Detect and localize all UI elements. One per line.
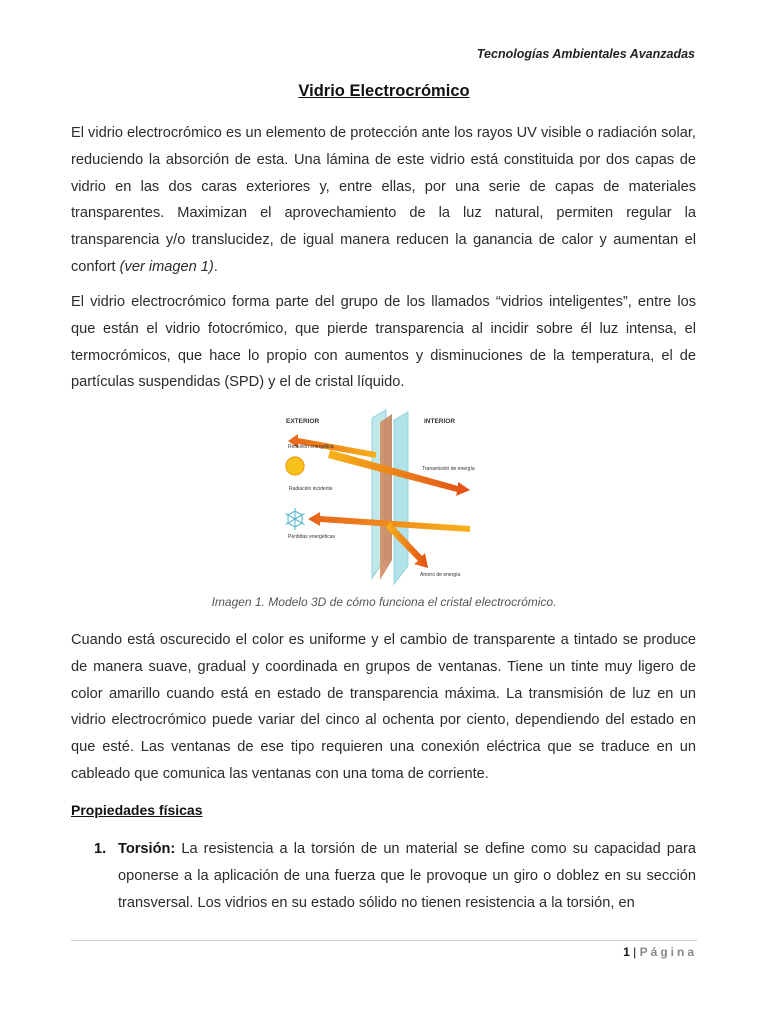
label-transmision: Tranamisión de energía: [422, 466, 475, 472]
list-item-text: La resistencia a la torsión de un material se define como su capacidad para oponerse a la aplicación de una fuerza que le provoque un giro o doblez en su sección transversal. Los vidrios en su estado sólido no tienen resistencia a la torsión, en: [118, 841, 696, 911]
inner-glass-pane: [394, 412, 408, 584]
tinted-layer: [380, 414, 392, 580]
paragraph-1: [71, 120, 696, 281]
list-item-number: 1.: [94, 841, 107, 857]
page-word: Página: [639, 945, 697, 959]
page-number: 1: [623, 945, 630, 959]
label-interior: INTERIOR: [424, 418, 456, 425]
list-item: [118, 836, 696, 917]
paragraph-3: Cuando está oscurecido el color es uniforme y el cambio de transparente a tintado se produce de manera suave, gradual y coordinada en grupos de ventanas. Tiene un tinte muy ligero de color amarillo cuando está en estado de transparencia máxima. La transmisión de luz en un vidrio electrocrómico puede variar del cinco al ochenta por ciento, dependiendo del estado en que esté. Las ventanas de ese tipo requieren una conexión eléctrica que se traduce en un cableado que comunica las ventanas con una toma de corriente.: [71, 632, 696, 782]
paragraph-1-end: .: [213, 258, 218, 275]
footer-divider: [71, 940, 697, 941]
page-title: Vidrio Electrocrómico: [298, 82, 470, 100]
figure-caption: Imagen 1. Modelo 3D de cómo funciona el cristal electrocrómico.: [211, 595, 557, 609]
label-ahorro: Ahorro de energía: [420, 572, 461, 578]
label-exterior: EXTERIOR: [286, 418, 320, 425]
sun-icon: [286, 457, 304, 475]
electrochromic-glass-figure: [280, 408, 490, 586]
running-header: Tecnologías Ambientales Avanzadas: [476, 47, 695, 61]
figure-reference: (ver imagen 1): [119, 258, 214, 275]
page-footer: [623, 945, 697, 959]
list-item-term: Torsión:: [118, 841, 176, 857]
label-radiacion: Radiación incidente: [289, 486, 333, 492]
footer-separator: |: [629, 945, 640, 959]
snowflake-icon: [286, 508, 305, 530]
label-reflexion: Reflexión energética: [288, 444, 334, 450]
label-perdidas: Pérdidas energéticas: [288, 534, 335, 540]
paragraph-1-text: El vidrio electrocrómico es un elemento de protección ante los rayos UV visible o radiación solar, reduciendo la absorción de esta. Una lámina de este vidrio está constituida por dos capas de vidrio en las dos caras exteriores y, entre ellas, por una serie de capas de materiales transparentes. Maximizan el aprovechamiento de la luz natural, permiten regular la transparencia y/o translucidez, de igual manera reducen la ganancia de calor y aumentan el confort: [71, 125, 696, 275]
section-heading: Propiedades físicas: [71, 802, 203, 818]
paragraph-2: El vidrio electrocrómico forma parte del grupo de los llamados “vidrios inteligentes”, entre los que están el vidrio fotocrómico, que pierde transparencia al incidir sobre él luz intensa, el termocrómicos, que hace lo propio con aumentos y disminuciones de la temperatura, el de partículas suspendidas (SPD) y el de cristal líquido.: [71, 294, 696, 391]
